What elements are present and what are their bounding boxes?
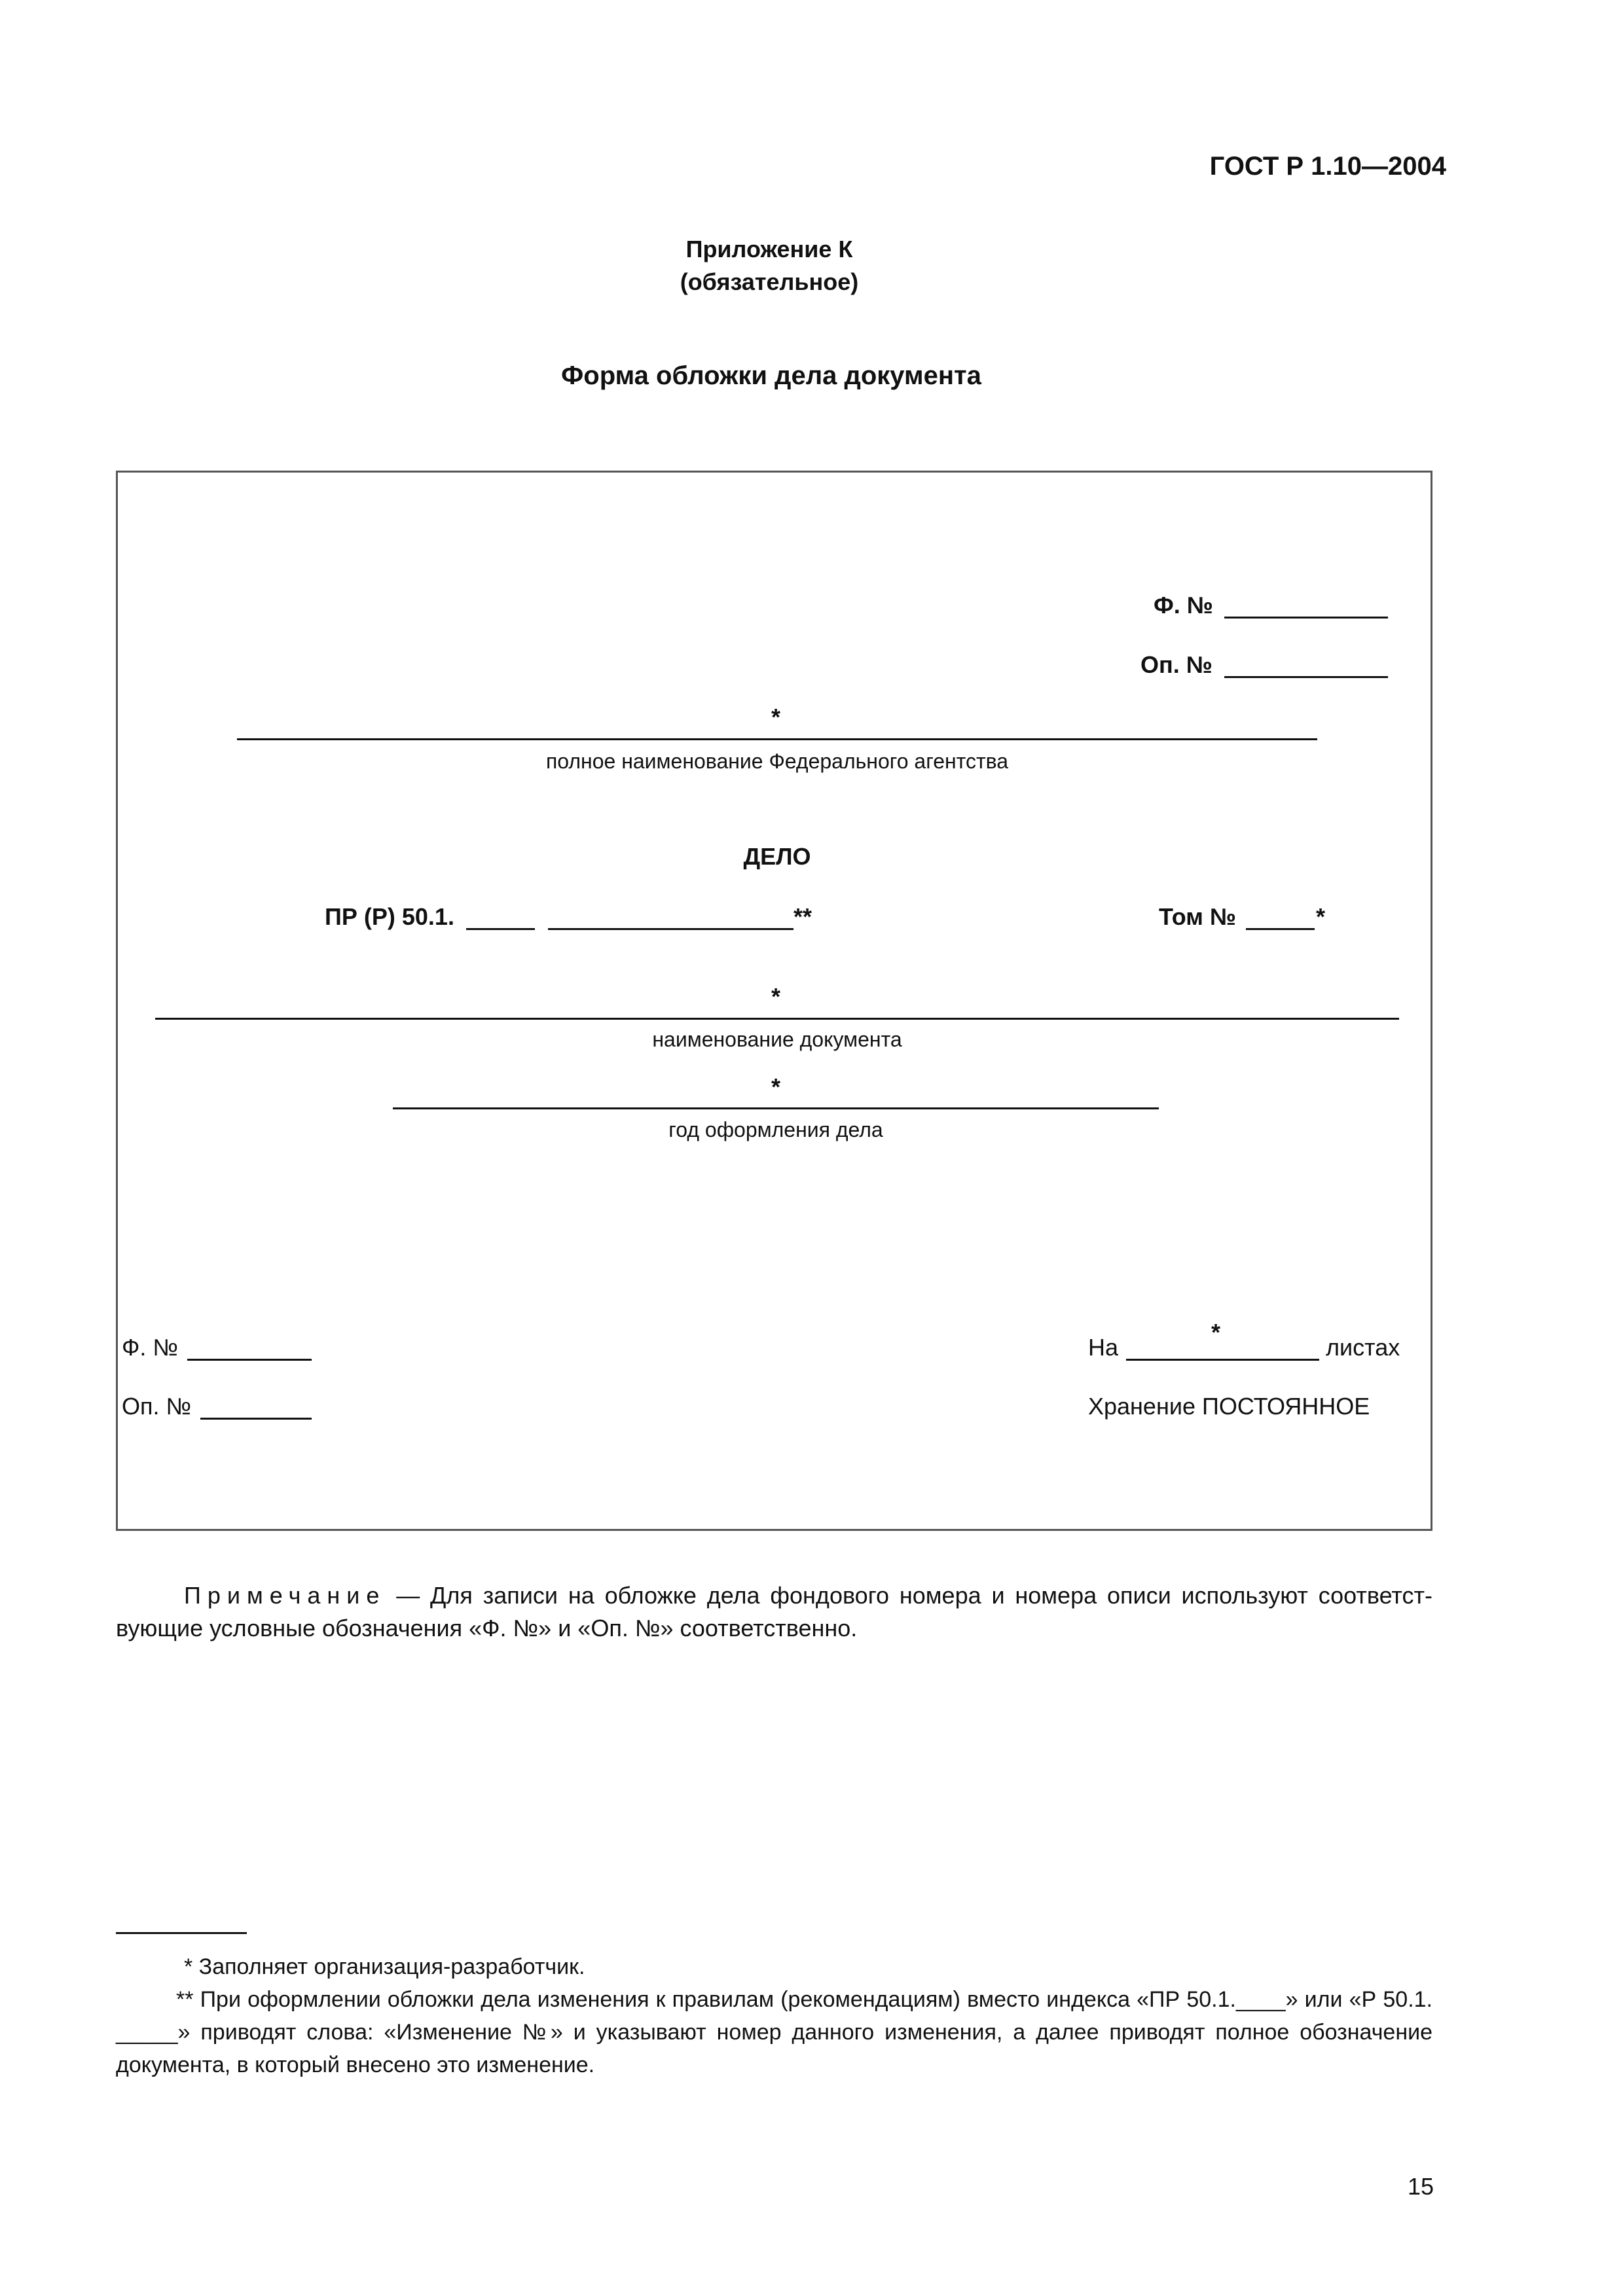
- case-index-line-2: [548, 928, 793, 930]
- sheets-prefix: На: [1088, 1334, 1119, 1361]
- volume-label: Том №: [1159, 903, 1237, 930]
- document-caption: наименование документа: [652, 1028, 902, 1051]
- year-asterisk: *: [771, 1073, 781, 1100]
- page-number: 15: [1408, 2173, 1434, 2200]
- case-index-line-1: [466, 928, 535, 930]
- storage-text: Хранение ПОСТОЯННОЕ: [1088, 1393, 1370, 1420]
- appendix-heading: [0, 233, 1539, 298]
- case-index-double-asterisk: **: [793, 903, 812, 930]
- sheets-line: [1126, 1359, 1319, 1361]
- note-label: Примечание: [184, 1582, 386, 1609]
- bottom-inventory-line: [200, 1418, 312, 1420]
- note-text: — Для записи на обложке дела фондового номера и номера описи используют соответст-вующие условные обозначения «Ф. №» и «Оп. №» соответственно.: [116, 1582, 1432, 1641]
- agency-asterisk: *: [771, 704, 781, 730]
- case-title: ДЕЛО: [743, 843, 811, 870]
- bottom-fond-line: [187, 1359, 312, 1361]
- volume-asterisk: *: [1316, 903, 1326, 930]
- year-line: [393, 1107, 1159, 1109]
- form-title: Форма обложки дела документа: [561, 361, 981, 390]
- document-asterisk: *: [771, 983, 781, 1010]
- year-caption: год оформления дела: [668, 1118, 883, 1141]
- sheets-suffix: листах: [1326, 1334, 1400, 1361]
- document-line: [155, 1018, 1399, 1020]
- top-fond-line: [1224, 617, 1388, 619]
- appendix-label: Приложение К: [685, 236, 853, 262]
- bottom-fond-label: Ф. №: [122, 1334, 178, 1361]
- footnote-1: * Заполняет организация-разработчик.: [184, 1954, 585, 1979]
- appendix-status: (обязательное): [680, 268, 859, 295]
- note-paragraph: [116, 1579, 1432, 1645]
- agency-caption: полное наименование Федерального агентства: [545, 749, 1009, 773]
- top-inventory-line: [1224, 676, 1388, 678]
- footnote-rule: [116, 1932, 247, 1934]
- sheets-asterisk: *: [1211, 1319, 1221, 1346]
- top-fond-label: Ф. №: [1154, 592, 1213, 619]
- footnotes: [116, 1950, 1432, 2081]
- footnote-2: ** При оформлении обложки дела изменения к правилам (рекомендациям) вместо индекса «ПР 50.1.____» или «Р 50.1. _____» приводят слова: «Изменение №» и указывают номер данного изменения, а далее приводят полное обозначение документа, в который внесено это изменение.: [116, 1987, 1432, 2077]
- case-index-prefix: ПР (Р) 50.1.: [325, 903, 454, 930]
- agency-line: [237, 738, 1317, 740]
- standard-code: ГОСТ Р 1.10—2004: [1209, 152, 1446, 181]
- volume-line: [1246, 928, 1315, 930]
- bottom-inventory-label: Оп. №: [122, 1393, 192, 1420]
- top-inventory-label: Оп. №: [1140, 651, 1213, 678]
